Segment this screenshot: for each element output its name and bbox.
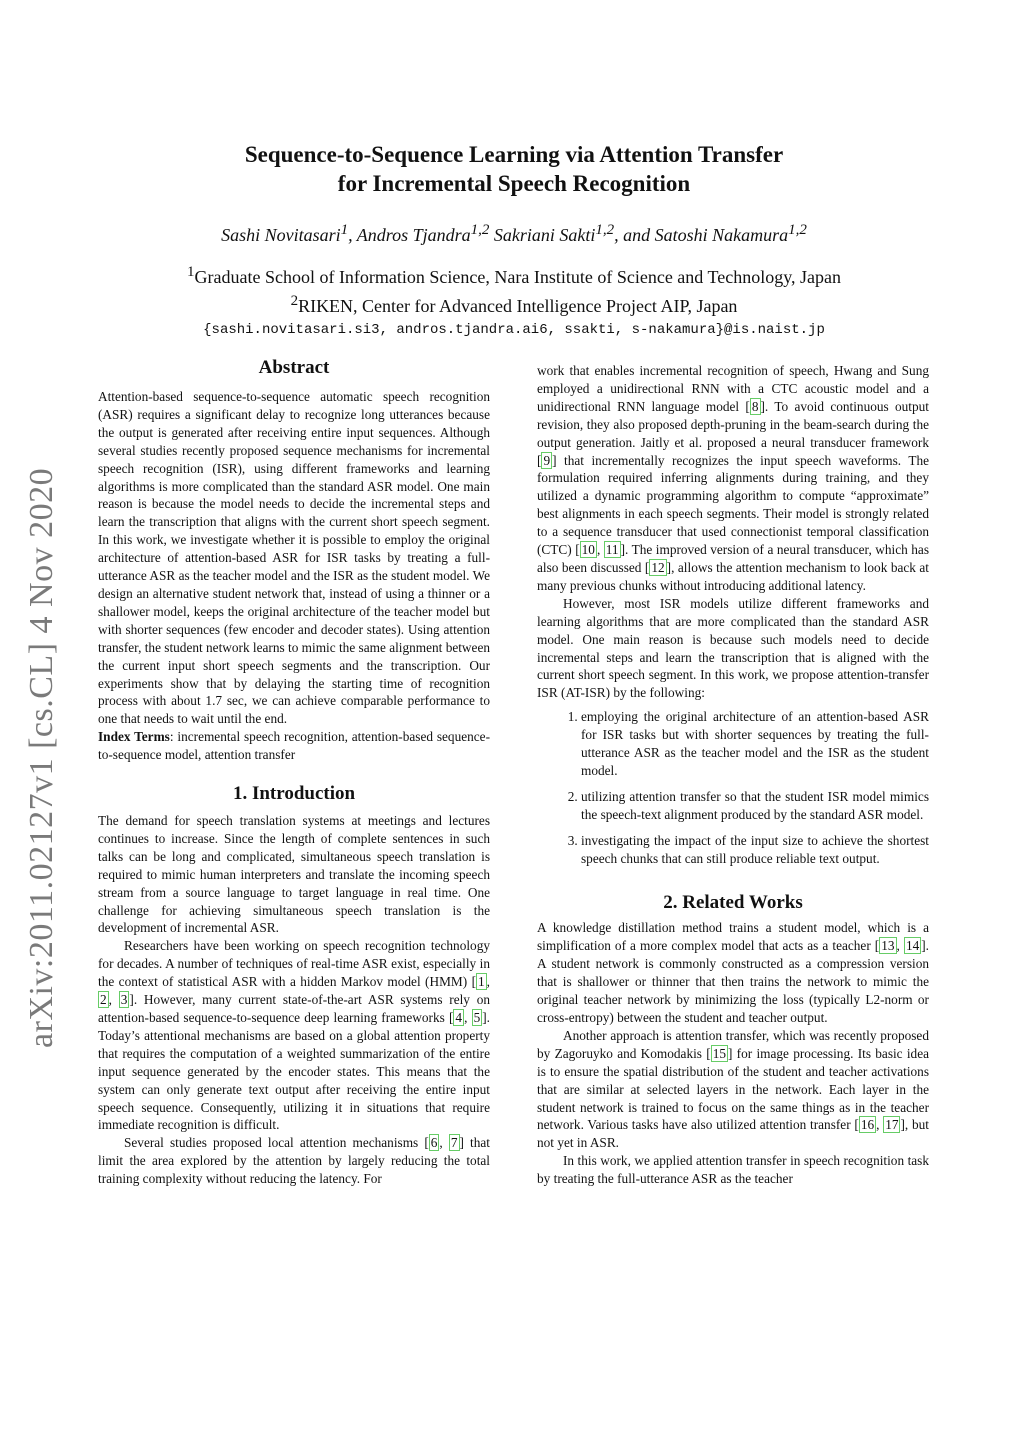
- text-span: ], but not yet in ASR.: [537, 1117, 929, 1151]
- author-affiliation-mark: 1,2: [470, 222, 490, 238]
- text-span: ]. To avoid continuous output revision, they also proposed depth-pruning in the beam-search during the output generation. Jaitly et al. proposed a neural transducer framework [: [537, 398, 929, 468]
- citation-link[interactable]: 12: [651, 559, 665, 575]
- intro-paragraph-5: However, most ISR models utilize different frameworks and learning algorithms that are more complicated than the standard ASR model. One main reason is because such models need to decide incremental steps and learn the transcription that is aligned with the current short speech segment. In this work, we propose attention-transfer ISR (AT-ISR) by the following:: [537, 595, 929, 701]
- text-span: ]. The improved version of a neural transducer, which has also been discussed [: [537, 542, 930, 575]
- intro-paragraph-4: work that enables incremental recognition of speech, Hwang and Sung employed a unidirectional RNN with a CTC acoustic model and a unidirectional RNN language model [ 8 ]. To avoid continuous output revision, they also proposed depth-pruning in the beam-search during the output generation. Jaitly et al. proposed a neural transducer framework [ 9 ] that incrementally recognizes the input speech waveforms. The formulation required inferring alignments during training, and they utilized a dynamic programming algorithm to compute “approximate” best alignments in each speech segments. Their model is strongly related to a sequence transducer that used connectionist temporal classification (CTC) [ 10 , 11 ]. The improved version of a neural transducer, which has also been discussed [ 12 ], allows the attention mechanism to look back at many previous chunks without introducing additional latency.: [537, 363, 930, 593]
- citation-link[interactable]: 2: [100, 992, 107, 1008]
- text-span: ]. A student network is commonly constructed as a compression version that is shallower or thinner that then trains the network to mimic the original teacher network by minimizing the loss (typically L2-norm or cross-entropy) between the student and teacher output.: [537, 938, 929, 1025]
- related-paragraph-1: A knowledge distillation method trains a student model, which is a simplification of a more complex model that acts as a teacher [ 13 , 14 ]. A student network is commonly constructed as a compression version that is shallower or thinner that then trains the network to mimic the original teacher network by minimizing the loss (typically L2-norm or cross-entropy) between the student and teacher output.: [537, 920, 929, 1025]
- intro-paragraph-3: Several studies proposed local attention mechanisms [ 6 , 7 ] that limit the area explored by the attention by largely reducing the total training complexity without reducing the latency. For: [98, 1135, 490, 1187]
- text-span: A knowledge distillation method trains a student model, which is a simplification of a more complex model that acts as a teacher [: [537, 920, 929, 954]
- text-span: work that enables incremental recognition of speech, Hwang and Sung employed a unidirectional RNN with a CTC acoustic model and a unidirectional RNN language model [: [537, 363, 929, 414]
- text-span: ], allows the attention mechanism to look back at many previous chunks without introducing additional latency.: [537, 559, 930, 593]
- author-list: [100, 218, 928, 247]
- affiliation-1: [100, 260, 928, 289]
- right-column: [537, 362, 929, 1188]
- text-span: ] that limit the area explored by the attention by largely reducing the total training complexity without reducing the latency. For: [98, 1135, 490, 1187]
- citation-link[interactable]: 5: [473, 1010, 481, 1025]
- affiliations: [100, 260, 928, 342]
- citation-link[interactable]: 15: [712, 1045, 726, 1061]
- introduction-heading: 1. Introduction: [232, 783, 356, 805]
- index-terms-text: : incremental speech recognition, attention-based sequence-to-sequence model, attention transfer: [98, 729, 491, 763]
- text-span: ] for image processing. Its basic idea is to ensure the spatial distribution of the student and teacher activations that are similar at selected layers in the network. Each layer in the student network is trained to focus on the same things as in the teacher network. Various tasks have also utilized attention transfer [: [537, 1045, 930, 1133]
- title-line-2: for Incremental Speech Recognition: [337, 171, 691, 196]
- citation-link[interactable]: 10: [581, 542, 595, 558]
- index-terms: [98, 728, 490, 764]
- citation-link[interactable]: 11: [605, 542, 619, 558]
- citation-link[interactable]: 6: [430, 1135, 438, 1151]
- author-affiliation-mark: 1,2: [595, 222, 615, 238]
- paper-title: [100, 140, 928, 198]
- citation-link[interactable]: 9: [543, 452, 551, 468]
- title-line-1: Sequence-to-Sequence Learning via Attention Transfer: [244, 142, 784, 167]
- citation-link[interactable]: 7: [450, 1135, 458, 1151]
- text-span: ]. Today’s attentional mechanisms are based on a global attention property that requires the computation of a weighted summarization of the entire input sequence generated by the encoder states. This means that the system can only generate text output after receiving the entire input speech sequence. Consequently, utilizing it in situations that require immediate recognition is difficult.: [98, 1010, 490, 1133]
- contribution-list: [537, 708, 929, 867]
- author-affiliation-mark: 1: [340, 222, 349, 238]
- text-span: Researchers have been working on speech recognition technology for decades. A number of techniques of real-time ASR exist, especially in the context of statistical ASR with a hidden Markov model (HMM) [: [98, 938, 490, 990]
- author-separator: ,: [348, 225, 357, 245]
- author-name: Sakriani Sakti: [493, 225, 596, 245]
- affiliation-mark: 1: [186, 264, 195, 280]
- arxiv-identifier: arXiv:2011.02127v1 [cs.CL] 4 Nov 2020: [23, 467, 60, 1048]
- text-span: Several studies proposed local attention mechanisms [: [124, 1135, 429, 1151]
- citation-link[interactable]: 1: [478, 974, 485, 990]
- citation-link[interactable]: 14: [905, 938, 920, 954]
- abstract-text: Attention-based sequence-to-sequence automatic speech recognition (ASR) requires a significant delay to recognize long utterances because the output is generated after receiving entire input sequences. Although several studies recently proposed sequence mechanisms for incremental speech recognition (ISR), using different frameworks and learning algorithms is more complicated than the standard ASR model. One main reason is because the model needs to decide the incremental steps and learn the transcription that aligns with the current short speech segment. In this work, we investigate whether it is possible to employ the original architecture of attention-based ASR for ISR tasks by treating a full-utterance ASR as the teacher model and the ISR as the student model. We design an alternative student network that, instead of using a thinner or a shallower model, keeps the original architecture of the teacher model but with shorter sequences (few encoder and decoder states). Using attention transfer, the student network learns to mimic the same alignment between the current input short speech segments and the transcription. Our experiments show that by delaying the starting time of recognition process with about 1.7 sec, we can achieve comparable performance to one that needs to wait until the end.: [98, 389, 490, 727]
- related-works-heading: 2. Related Works: [663, 892, 803, 914]
- text-span: Another approach is attention transfer, which was recently proposed by Zagoruyko and Komodakis [: [537, 1027, 929, 1061]
- text-span: ]. However, many current state-of-the-art ASR systems rely on attention-based sequence-to-sequence deep learning frameworks [: [98, 992, 490, 1025]
- list-item: 1. employing the original architecture of an attention-based ASR for ISR tasks but with shorter sequences by treating the full-utterance ASR as the teacher model and the ISR as the student model.: [581, 708, 929, 780]
- affiliation-mark: 2: [290, 293, 299, 309]
- author-name: Sashi Novitasari: [221, 225, 341, 245]
- author-separator: , and: [614, 225, 655, 245]
- citation-link[interactable]: 4: [455, 1010, 463, 1025]
- author-emails: {sashi.novitasari.si3, andros.tjandra.ai6, ssakti, s-nakamura}@is.naist.jp: [203, 322, 825, 338]
- related-paragraph-2: Another approach is attention transfer, which was recently proposed by Zagoruyko and Komodakis [ 15 ] for image processing. Its basic idea is to ensure the spatial distribution of the student and teacher activations that are similar at selected layers in the network. Each layer in the student network is trained to focus on the same things as in the teacher network. Various tasks have also utilized attention transfer [ 16 , 17 ], but not yet in ASR.: [537, 1027, 930, 1151]
- citation-link[interactable]: 3: [120, 992, 128, 1008]
- index-terms-label: Index Terms: [98, 729, 170, 745]
- list-item: 3. investigating the impact of the input size to achieve the shortest speech chunks that can still produce reliable text output.: [581, 832, 929, 868]
- related-paragraph-3: In this work, we applied attention transfer in speech recognition task by treating the full-utterance ASR as the teacher: [537, 1153, 929, 1187]
- author-name: Satoshi Nakamura: [654, 225, 789, 245]
- citation-link[interactable]: 13: [881, 938, 895, 954]
- citation-link[interactable]: 16: [860, 1117, 875, 1133]
- affiliation-2: [100, 289, 928, 318]
- list-item: 2. utilizing attention transfer so that the student ISR model mimics the speech-text alignment produced by the standard ASR model.: [581, 788, 929, 824]
- affiliation-text: Graduate School of Information Science, Nara Institute of Science and Technology, Japan: [194, 267, 842, 287]
- citation-link[interactable]: 17: [885, 1117, 899, 1133]
- abstract-heading: Abstract: [258, 357, 330, 378]
- affiliation-text: RIKEN, Center for Advanced Intelligence Project AIP, Japan: [298, 296, 738, 316]
- intro-paragraph-1: The demand for speech translation systems at meetings and lectures continues to increase. Since the length of complete sentences in such talks can be long and complicated, simultaneous speech translation is required to mimic human interpreters and translate the incoming speech stream from a source language to target language in real time. One challenge for achieving simultaneous speech translation is the development of incremental ASR.: [98, 813, 490, 936]
- intro-paragraph-2: Researchers have been working on speech recognition technology for decades. A number of techniques of real-time ASR exist, especially in the context of statistical ASR with a hidden Markov model (HMM) [ 1 , 2 , 3 ]. However, many current state-of-the-art ASR systems rely on attention-based sequence-to-sequence deep learning frameworks [ 4 , 5 ]. Today’s attentional mechanisms are based on a global attention property that requires the computation of a weighted summarization of the entire input sequence generated by the encoder states. This means that the system can only generate text output after receiving the entire input speech sequence. Consequently, utilizing it in situations that require immediate recognition is difficult.: [98, 938, 490, 1133]
- author-name: Andros Tjandra: [356, 225, 471, 245]
- left-column: [98, 356, 490, 1188]
- citation-link[interactable]: 8: [751, 398, 759, 414]
- text-span: ] that incrementally recognizes the input speech waveforms. The formulation required inferring alignments during training, and they utilized a dynamic programming algorithm to compute “approximate” best alignments in each speech segments. Their model is strongly related to a sequence transducer that used connectionist temporal classification (CTC) [: [537, 452, 929, 558]
- author-affiliation-mark: 1,2: [788, 222, 807, 238]
